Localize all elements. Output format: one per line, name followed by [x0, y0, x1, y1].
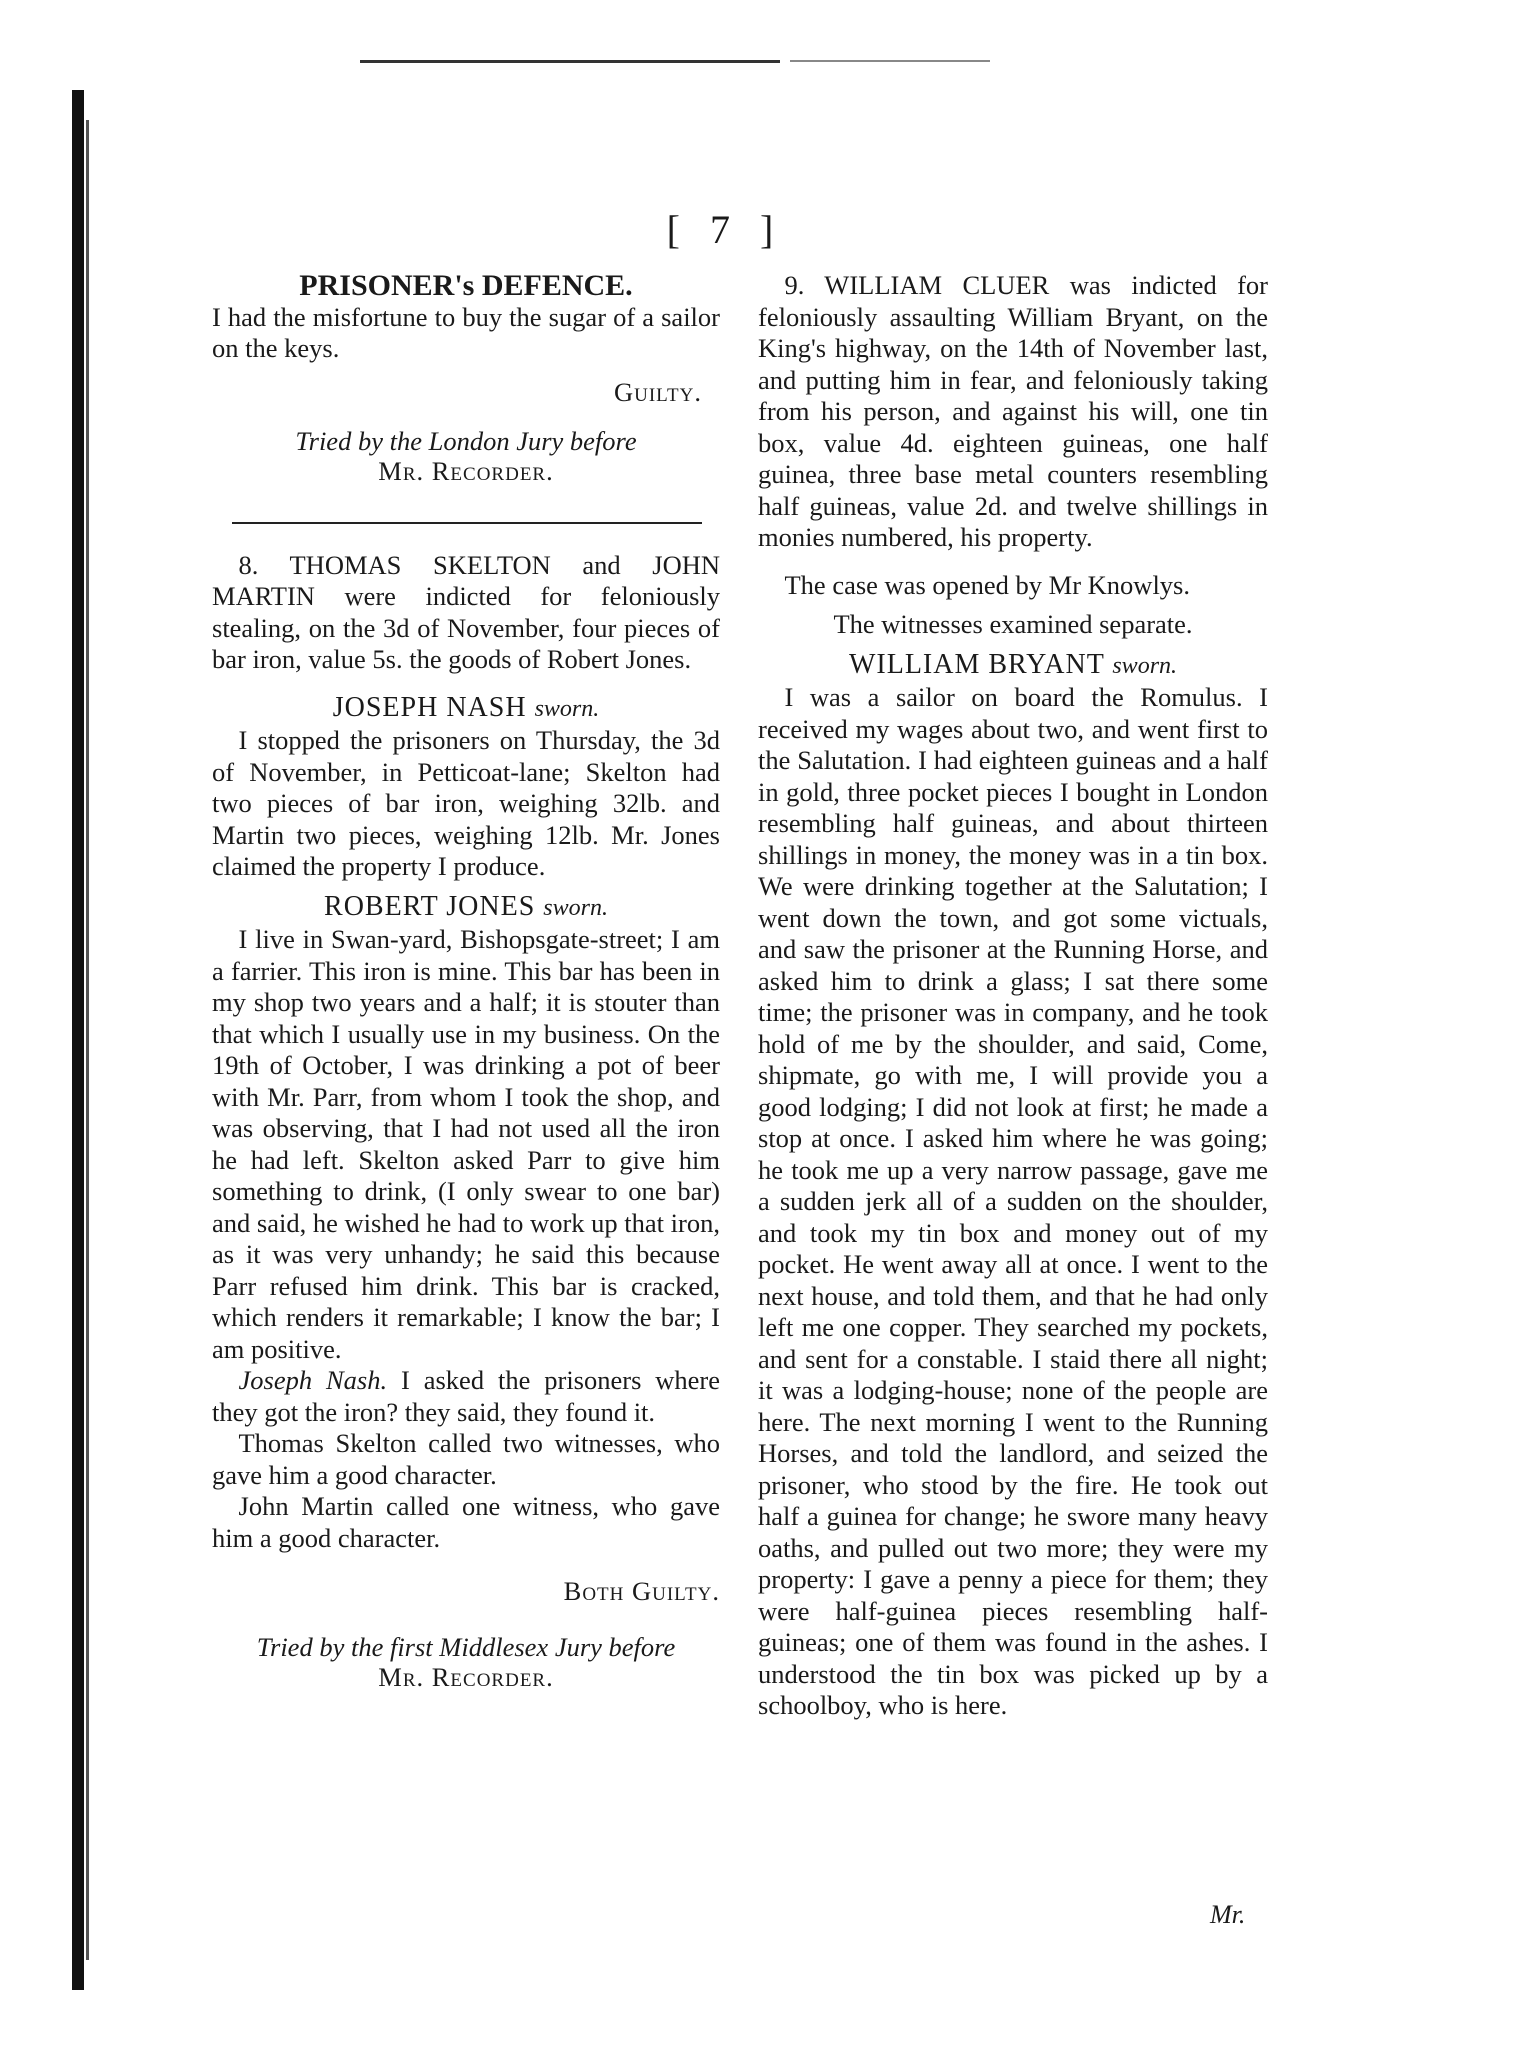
page-binding-shadow	[86, 120, 89, 1960]
martin-character: John Martin called one witness, who gave him a good character.	[212, 1491, 720, 1553]
skelton-character: Thomas Skelton called two witnesses, who gave him a good character.	[212, 1428, 720, 1490]
page-binding-edge	[72, 90, 84, 1990]
speaker-name: Joseph Nash.	[238, 1365, 388, 1395]
case-8-indictment: 8. THOMAS SKELTON and JOHN MARTIN were indicted for feloniously stealing, on the 3d of November, four pieces of bar iron, value 5s. the goods of Robert Jones.	[212, 549, 720, 674]
witness-heading-nash	[212, 692, 720, 726]
witness-bryant-testimony: I was a sailor on board the Romulus. I received my wages about two, and went first to the Salutation. I had eighteen guineas and a half in gold, three pocket pieces I bought in London resembling half guineas, and about thirteen shillings in money, the money was in a tin box. We were drinking together at the Salutation; I went down the town, and got some victuals, and saw the prisoner at the Running Horse, and asked him to drink a glass; I sat there some time; the prisoner was in company, and he took hold of me by the shoulder, and said, Come, shipmate, go with me, I will provide you a good lodging; I did not look at first; he made a stop at once. I asked him where he was going; he took me up a very narrow passage, gave me a sudden jerk all of a sudden on the shoulder, and took my tin box and money out of my pocket. He went away all at once. I went to the next house, and told them, and that he had only left me one copper. They searched my pockets, and sent for a constable. I staid there all night; it was a lodging-house; none of the people are here. The next morning I went to the Running Horses, and told the landlord, and seized the prisoner, who stood by the fire. He took out half a guinea for change; he swore many heavy oaths, and pulled out two more; they were my property: I gave a penny a piece for them; they were half-guinea pieces resembling half-guineas; one of them was found in the ashes. I understood the tin box was picked up by a schoolboy, who is here.	[758, 682, 1268, 1720]
tried-line-2: Mr. Recorder.	[378, 456, 554, 486]
witness-heading-jones	[212, 891, 720, 925]
defence-text: I had the misfortune to buy the sugar of a sailor on the keys.	[212, 301, 720, 363]
case-opened: The case was opened by Mr Knowlys.	[784, 569, 1190, 600]
verdict-both-guilty: Both Guilty.	[563, 1576, 720, 1606]
sworn-label: sworn.	[1112, 652, 1178, 679]
sworn-label: sworn.	[534, 695, 600, 722]
section-rule	[232, 522, 702, 524]
tried-line-4: Mr. Recorder.	[378, 1661, 554, 1692]
verdict-guilty: Guilty.	[614, 376, 702, 407]
witness-heading-bryant	[758, 649, 1268, 683]
right-column	[758, 270, 1268, 1722]
case-9-indictment: 9. WILLIAM CLUER was indicted for feloniously assaulting William Bryant, on the King's highway, on the 14th of November last, and putting him in fear, and feloniously taking from his person, and against his will, one tin box, value 4d. eighteen guineas, one half guinea, three base metal counters resembling half guineas, value 2d. and twelve shillings in monies numbered, his property.	[758, 270, 1268, 552]
tried-line-1: Tried by the London Jury before	[295, 426, 637, 456]
page-number: [ 7 ]	[666, 207, 784, 252]
tried-line-3: Tried by the first Middlesex Jury before	[256, 1631, 676, 1662]
catchword: Mr.	[1210, 1900, 1246, 1929]
witness-name: ROBERT JONES	[324, 890, 536, 922]
nash-recall-text: I asked the prisoners where they got the iron? they said, they found it.	[212, 1365, 721, 1427]
top-scan-line-faint	[790, 60, 990, 62]
witness-name: JOSEPH NASH	[332, 691, 527, 723]
witness-name: WILLIAM BRYANT	[848, 648, 1105, 680]
witnesses-separate: The witnesses examined separate.	[833, 609, 1193, 639]
nash-recall	[212, 1365, 720, 1428]
top-scan-line	[360, 60, 780, 63]
left-column	[212, 270, 720, 1693]
defence-heading: PRISONER's DEFENCE.	[299, 269, 633, 302]
witness-nash-testimony: I stopped the prisoners on Thursday, the 3d of November, in Petticoat-lane; Skelton had two pieces of bar iron, weighing 32lb. and Martin two pieces, weighing 12lb. Mr. Jones claimed the property I produce.	[212, 725, 720, 881]
sworn-label: sworn.	[543, 894, 608, 921]
witness-jones-testimony: I live in Swan-yard, Bishopsgate-street; I am a farrier. This iron is mine. This bar has been in my shop two years and a half; it is stouter than that which I usually use in my business. On the 19th of October, I was drinking a pot of beer with Mr. Parr, from whom I took the shop, and was observing, that I had not used all the iron he had left. Skelton asked Parr to give him something to drink, (I only swear to one bar) and said, he wished he had to work up that iron, as it was very unhandy; he said this because Parr refused him drink. This bar is cracked, which renders it remarkable; I know the bar; I am positive.	[212, 924, 720, 1364]
